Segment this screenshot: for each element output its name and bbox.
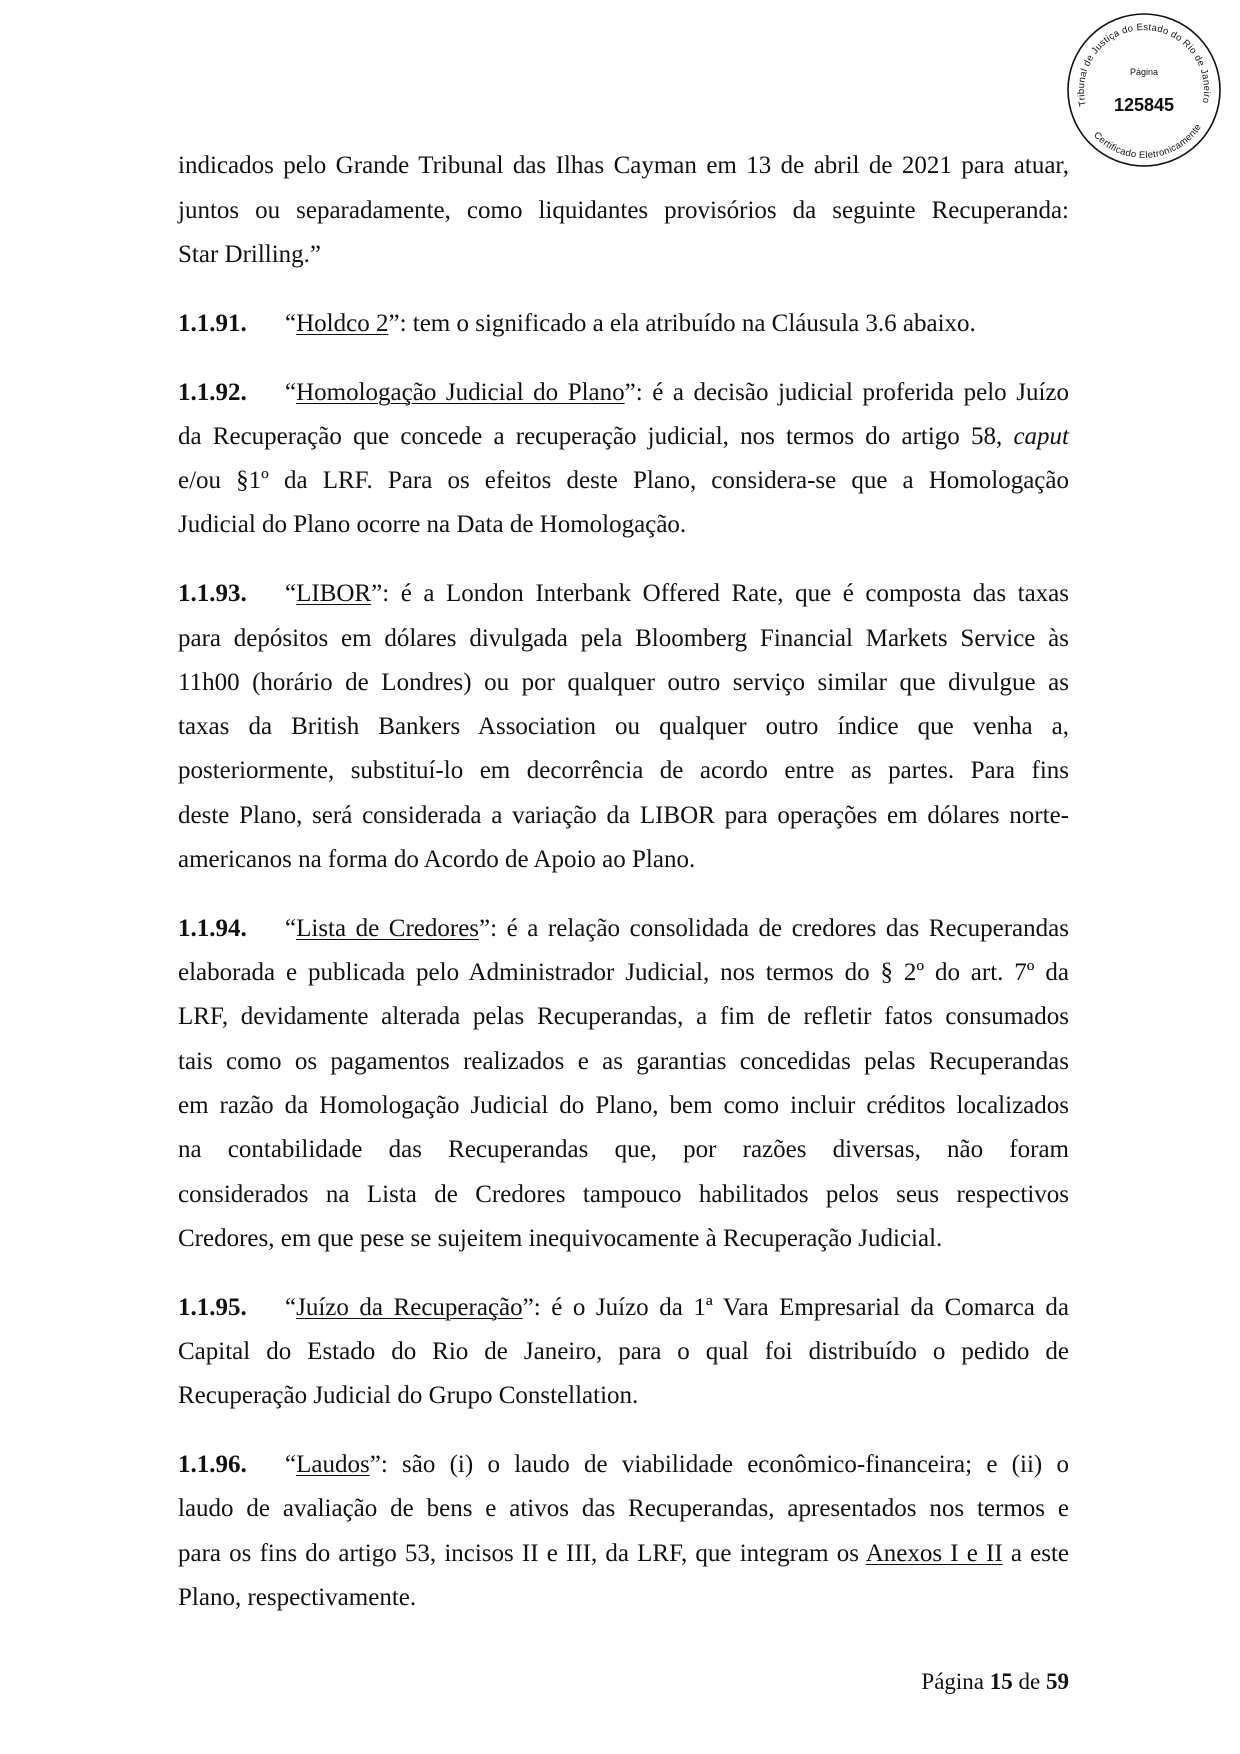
court-seal (1064, 10, 1224, 170)
clause-number: 1.1.95. (178, 1293, 247, 1321)
text-line (178, 1128, 1069, 1172)
clause-paragraph (178, 907, 1069, 1261)
text-line (178, 1084, 1069, 1128)
defined-term: Anexos I e II (865, 1539, 1003, 1567)
text-run: LRF, devidamente alterada pelas Recuperandas, a fim de refletir fatos consumados (178, 1003, 1069, 1031)
text-line (178, 1487, 1069, 1531)
text-line (178, 1576, 1069, 1620)
text-run: elaborada e publicada pelo Administrador Judicial, nos termos do § 2º do art. 7º da (178, 959, 1069, 987)
clause-paragraph (178, 1286, 1069, 1419)
text-run: em razão da Homologação Judicial do Plano, bem como incluir créditos localizados (178, 1092, 1069, 1120)
defined-term: Holdco 2 (296, 309, 389, 337)
text-run: americanos na forma do Acordo de Apoio ao Plano. (178, 846, 696, 874)
text-line (178, 661, 1069, 705)
seal-page-label: Página (1129, 67, 1159, 77)
text-run: da Recuperação que concede a recuperação judicial, nos termos do artigo 58, (178, 422, 1014, 450)
text-line (178, 995, 1069, 1039)
text-line (178, 503, 1069, 547)
text-run: Judicial do Plano ocorre na Data de Homologação. (178, 511, 687, 539)
defined-term: Homologação Judicial do Plano (296, 378, 625, 406)
text-run: ”: é a decisão judicial proferida pelo Juízo (624, 378, 1069, 406)
text-run: “ (285, 914, 297, 942)
text-line (178, 1330, 1069, 1374)
text-run: “ (285, 309, 297, 337)
text-line (178, 1532, 1069, 1576)
text-run: indicados pelo Grande Tribunal das Ilhas Cayman em 13 de abril de 2021 para atuar, (178, 152, 1069, 180)
text-line (178, 189, 1069, 233)
footer-separator: de (1018, 1669, 1041, 1694)
text-line (178, 794, 1069, 838)
text-line (178, 1286, 1069, 1330)
text-run: ”: é o Juízo da 1ª Vara Empresarial da Comarca da (522, 1293, 1069, 1321)
footer-label: Página (921, 1669, 985, 1694)
text-line (178, 1217, 1069, 1261)
text-line (178, 144, 1069, 188)
text-line (178, 1374, 1069, 1418)
clause-number: 1.1.92. (178, 378, 247, 406)
text-run: Recuperação Judicial do Grupo Constellation. (178, 1382, 639, 1410)
clause-number: 1.1.94. (178, 914, 247, 942)
italic-text: caput (1013, 422, 1069, 450)
text-line (178, 1443, 1069, 1487)
seal-page-number: 125845 (1113, 95, 1175, 115)
clause-paragraph (178, 302, 1069, 346)
seal-certification (1091, 122, 1204, 161)
text-run: ”: são (i) o laudo de viabilidade econômico-financeira; e (ii) o (369, 1451, 1069, 1479)
text-run: ”: tem o significado a ela atribuído na Cláusula 3.6 abaixo. (388, 309, 976, 337)
clause-number: 1.1.91. (178, 309, 247, 337)
text-run: 11h00 (horário de Londres) ou por qualquer outro serviço similar que divulgue as (178, 668, 1069, 696)
text-line (178, 302, 1069, 346)
text-run: Star Drilling.” (178, 240, 322, 268)
text-run: Capital do Estado do Rio de Janeiro, para o qual foi distribuído o pedido de (178, 1338, 1069, 1366)
seal-certification-path: Certificado Eletronicamente (1091, 121, 1204, 162)
text-run: considerados na Lista de Credores tampouco habilitados pelos seus respectivos (178, 1180, 1069, 1208)
footer-current-page: 15 (989, 1669, 1013, 1694)
defined-term: Laudos (296, 1451, 370, 1479)
text-run: taxas da British Bankers Association ou qualquer outro índice que venha a, (178, 713, 1069, 741)
defined-term: Lista de Credores (296, 914, 480, 942)
text-line (178, 749, 1069, 793)
clause-number: 1.1.96. (178, 1451, 247, 1479)
defined-term: Juízo da Recuperação (296, 1293, 523, 1321)
text-line (178, 415, 1069, 459)
text-run: na contabilidade das Recuperandas que, por razões diversas, não foram (178, 1136, 1069, 1164)
footer-total-pages: 59 (1046, 1669, 1069, 1694)
text-run: “ (285, 580, 297, 608)
text-line (178, 838, 1069, 882)
text-line (178, 1173, 1069, 1217)
defined-term: LIBOR (296, 580, 372, 608)
seal-court-name-path: Tribunal de Justiça do Estado do Rio de Janeiro (1075, 21, 1213, 108)
page-footer (921, 1667, 1069, 1697)
text-run: e/ou §1º da LRF. Para os efeitos deste Plano, considera-se que a Homologação (178, 467, 1069, 495)
text-line (178, 371, 1069, 415)
text-run: “ (285, 378, 297, 406)
text-line (178, 951, 1069, 995)
text-run: para os fins do artigo 53, incisos II e III, da LRF, que integram os (178, 1539, 866, 1567)
text-run: ”: é a London Interbank Offered Rate, que é composta das taxas (371, 580, 1069, 608)
text-run: tais como os pagamentos realizados e as garantias concedidas pelas Recuperandas (178, 1047, 1069, 1075)
clause-paragraph (178, 1443, 1069, 1620)
text-run: “ (285, 1451, 297, 1479)
clause-number: 1.1.93. (178, 580, 247, 608)
text-line (178, 572, 1069, 616)
clause-paragraph (178, 572, 1069, 882)
document-body (178, 144, 1069, 1644)
text-run: posteriormente, substituí-lo em decorrência de acordo entre as partes. Para fins (178, 757, 1069, 785)
text-run: “ (285, 1293, 297, 1321)
text-run: deste Plano, será considerada a variação da LIBOR para operações em dólares norte- (178, 801, 1069, 829)
seal-ring (1068, 14, 1220, 166)
text-line (178, 617, 1069, 661)
text-line (178, 705, 1069, 749)
text-run: Plano, respectivamente. (178, 1584, 417, 1611)
text-line (178, 1040, 1069, 1084)
text-line (178, 459, 1069, 503)
text-run: para depósitos em dólares divulgada pela Bloomberg Financial Markets Service às (178, 624, 1069, 652)
text-run: Credores, em que pese se sujeitem inequivocamente à Recuperação Judicial. (178, 1224, 943, 1252)
clause-paragraph (178, 371, 1069, 548)
paragraph-continuation (178, 144, 1069, 277)
text-line (178, 233, 1069, 277)
text-run: laudo de avaliação de bens e ativos das Recuperandas, apresentados nos termos e (178, 1495, 1069, 1523)
text-line (178, 907, 1069, 951)
text-run: a este (1002, 1539, 1069, 1567)
text-run: juntos ou separadamente, como liquidantes provisórios da seguinte Recuperanda: (178, 196, 1069, 224)
text-run: ”: é a relação consolidada de credores das Recuperandas (479, 914, 1069, 942)
